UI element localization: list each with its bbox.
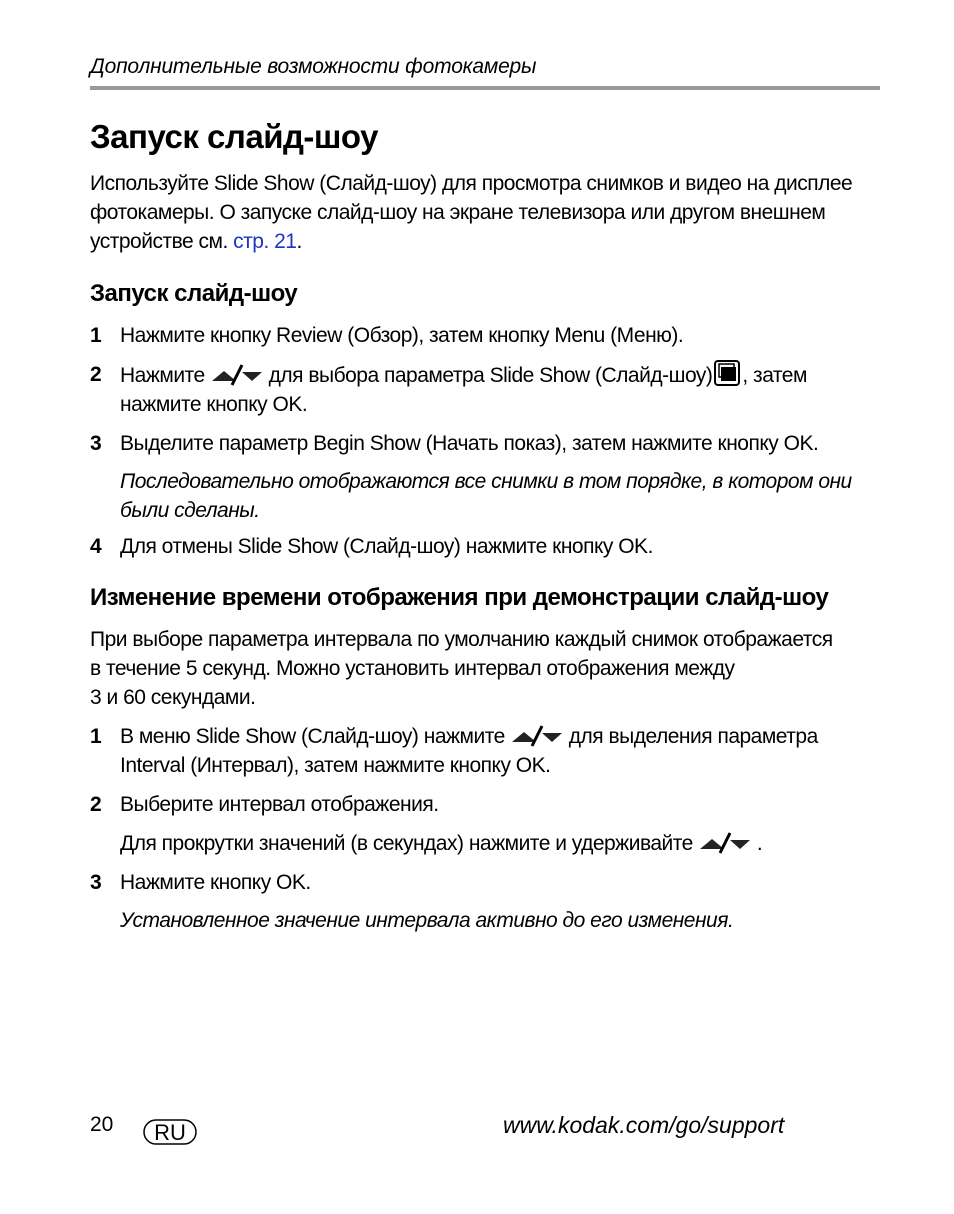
step-text-mid: для выбора параметра Slide Show (Слайд-шоу) — [268, 364, 713, 387]
step-number: 1 — [90, 324, 102, 347]
step-number: 4 — [90, 535, 102, 558]
step-number: 3 — [90, 871, 102, 894]
step-text-post: для выделения параметра Interval (Интервал), затем нажмите кнопку OK. — [120, 725, 818, 777]
s2-step-3 — [90, 868, 880, 897]
step-text-pre: Нажмите — [120, 364, 205, 387]
s1-step-4 — [90, 532, 880, 561]
slide-show-icon — [714, 360, 740, 386]
s1-step-2 — [90, 360, 880, 419]
running-header: Дополнительные возможности фотокамеры — [90, 55, 537, 78]
s1-step-3-note: Последовательно отображаются все снимки в том порядке, в котором они были сделаны. — [120, 470, 852, 522]
step-number: 1 — [90, 725, 102, 748]
intro-text: Используйте Slide Show (Слайд-шоу) для просмотра снимков и видео на дисплее фотокамеры. О запуске слайд-шоу на экране телевизора или другом внешнем устройстве см. — [90, 172, 853, 253]
step-text: Выделите параметр Begin Show (Начать показ), затем нажмите кнопку OK. — [120, 432, 819, 455]
intro-end: . — [296, 230, 302, 253]
page-link[interactable]: стр. 21 — [233, 230, 297, 253]
step-number: 2 — [90, 793, 102, 816]
section2-intro-line: 3 и 60 секундами. — [90, 686, 256, 709]
note-text-pre: Для прокрутки значений (в секундах) нажмите и удерживайте — [120, 832, 693, 855]
s2-step-1 — [90, 722, 880, 780]
section2-intro-line: в течение 5 секунд. Можно установить интервал отображения между — [90, 657, 735, 680]
s1-step-1 — [90, 321, 880, 350]
s2-step-2-note — [120, 829, 880, 858]
step-text-post: , затем нажмите кнопку OK. — [120, 364, 807, 416]
s2-step-2 — [90, 790, 880, 819]
page-title: Запуск слайд-шоу — [90, 118, 379, 155]
step-text: Нажмите кнопку OK. — [120, 871, 311, 894]
step-text-pre: В меню Slide Show (Слайд-шоу) нажмите — [120, 725, 505, 748]
intro-paragraph — [90, 169, 880, 256]
step-text: Нажмите кнопку Review (Обзор), затем кнопку Menu (Меню). — [120, 324, 684, 347]
step-text: Выберите интервал отображения. — [120, 793, 439, 816]
language-badge-text: RU — [154, 1120, 186, 1145]
footer-url[interactable]: www.kodak.com/go/support — [503, 1112, 785, 1138]
s1-step-3 — [90, 429, 880, 458]
header-rule — [90, 86, 880, 90]
section2-intro-line: При выборе параметра интервала по умолчанию каждый снимок отображается — [90, 628, 833, 651]
page-number: 20 — [90, 1113, 114, 1136]
s2-step-3-note: Установленное значение интервала активно до его изменения. — [120, 909, 734, 932]
up-down-arrows-icon — [209, 364, 265, 386]
step-text: Для отмены Slide Show (Слайд-шоу) нажмите кнопку OK. — [120, 535, 653, 558]
step-number: 3 — [90, 432, 102, 455]
step-number: 2 — [90, 363, 102, 386]
note-text-post: . — [756, 832, 763, 855]
section2-heading: Изменение времени отображения при демонстрации слайд-шоу — [90, 584, 829, 611]
section2-intro — [90, 625, 880, 712]
up-down-arrows-icon — [509, 725, 565, 747]
section1-heading: Запуск слайд-шоу — [90, 280, 298, 307]
up-down-arrows-icon — [697, 832, 753, 854]
language-badge-icon — [143, 1118, 197, 1146]
